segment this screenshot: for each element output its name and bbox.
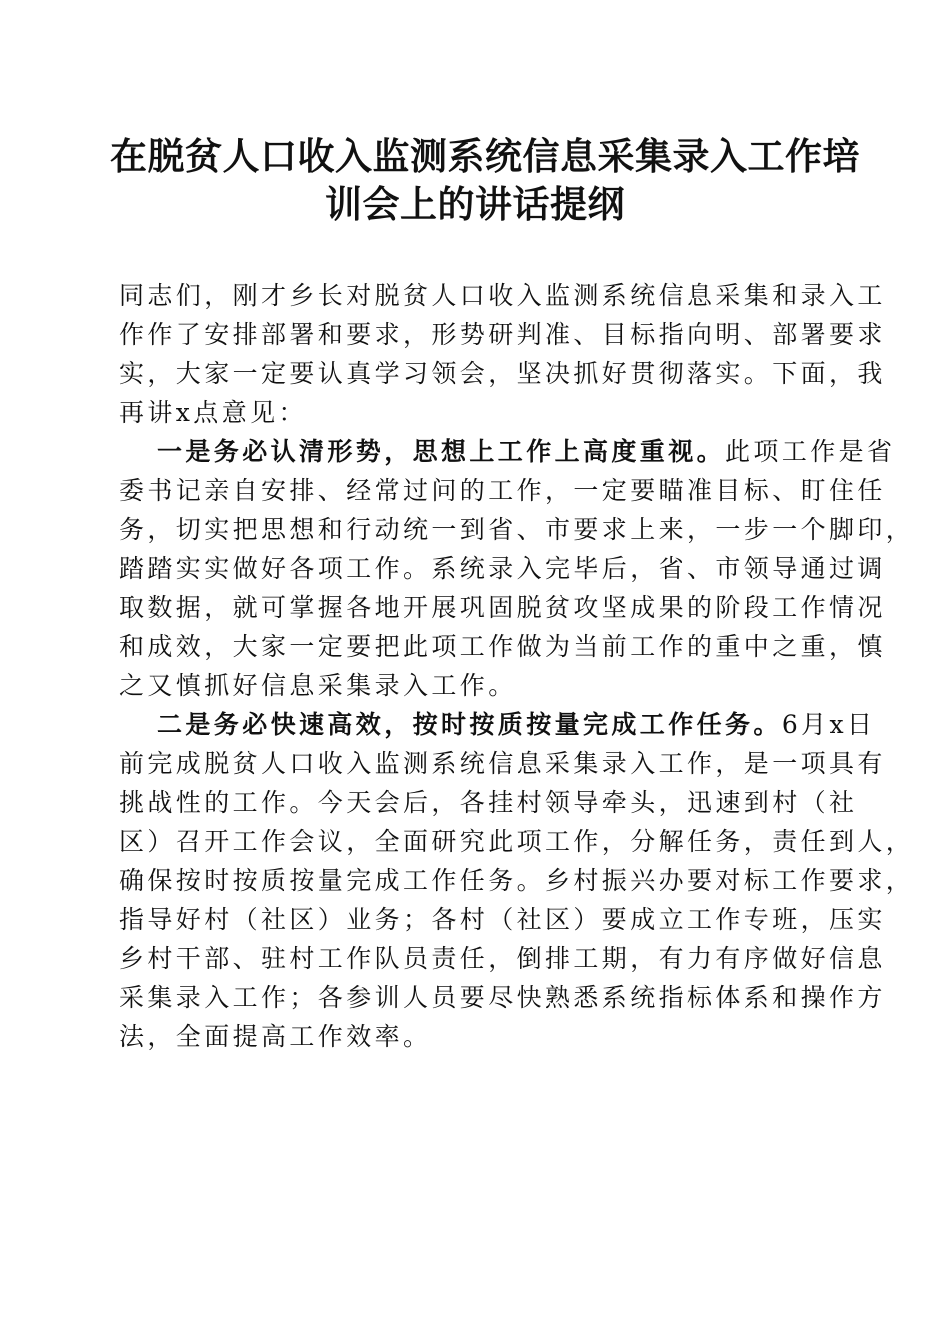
text-line: 挑战性的工作。今天会后，各挂村领导牵头，迅速到村（社 [119,788,858,817]
point-heading: 一是务必认清形势，思想上工作上高度重视。 [157,437,726,466]
document-body [119,276,915,1056]
text-line [119,432,896,471]
paragraph-point-2 [119,705,915,1056]
text-line: 之又慎抓好信息采集录入工作。 [119,671,517,700]
text-line: 踏踏实实做好各项工作。系统录入完毕后，省、市领导通过调 [119,554,886,583]
text-line: 取数据，就可掌握各地开展巩固脱贫攻坚成果的阶段工作情况 [119,593,886,622]
text-line: 再讲x点意见： [119,398,307,427]
text-line: 区）召开工作会议，全面研究此项工作，分解任务，责任到人， [119,827,915,856]
text-line: 实，大家一定要认真学习领会，坚决抓好贯彻落实。下面，我 [119,359,886,388]
page-title [110,132,860,228]
text-line: 前完成脱贫人口收入监测系统信息采集录入工作，是一项具有 [119,749,886,778]
text-line: 采集录入工作；各参训人员要尽快熟悉系统指标体系和操作方 [119,983,886,1012]
text-line: 和成效，大家一定要把此项工作做为当前工作的重中之重，慎 [119,632,886,661]
text-line: 同志们，刚才乡长对脱贫人口收入监测系统信息采集和录入工 [119,281,886,310]
point-heading: 二是务必快速高效，按时按质按量完成工作任务。 [157,710,782,739]
title-line-2: 训会上的讲话提纲 [325,182,625,226]
text-line: 务，切实把思想和行动统一到省、市要求上来，一步一个脚印， [119,515,915,544]
text-line: 法，全面提高工作效率。 [119,1022,432,1051]
title-line-1: 在脱贫人口收入监测系统信息采集录入工作培 [110,134,860,178]
text-line: 作作了安排部署和要求，形势研判准、目标指向明、部署要求 [119,320,886,349]
paragraph-intro [119,276,886,432]
text-line: 指导好村（社区）业务；各村（社区）要成立工作专班，压实 [119,905,886,934]
text-line: 乡村干部、驻村工作队员责任，倒排工期，有力有序做好信息 [119,944,886,973]
text-line: 确保按时按质按量完成工作任务。乡村振兴办要对标工作要求， [119,866,915,895]
point-text: 6月x日 [781,710,876,739]
text-line: 委书记亲自安排、经常过问的工作，一定要瞄准目标、盯住任 [119,476,886,505]
text-line [119,705,876,744]
point-text: 此项工作是省 [725,437,896,466]
paragraph-point-1 [119,432,915,705]
